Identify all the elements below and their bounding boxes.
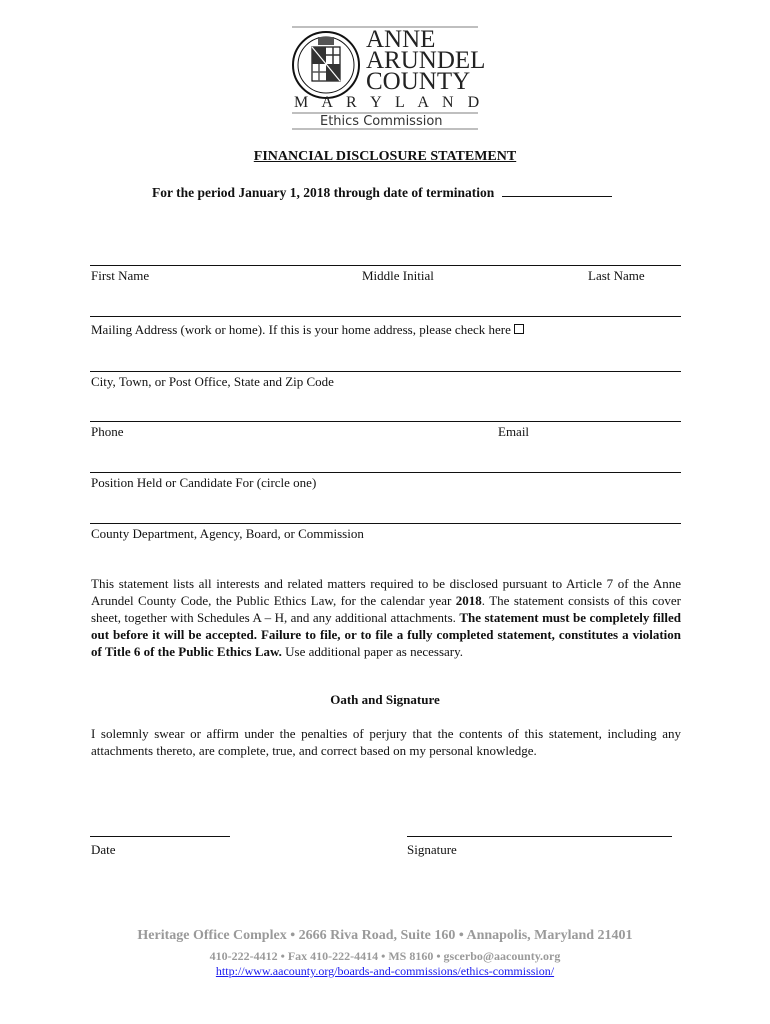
statement-text-3: Use additional paper as necessary. [281, 644, 464, 659]
position-label: Position Held or Candidate For (circle one) [91, 475, 317, 490]
termination-date-field[interactable] [502, 184, 612, 197]
city-line[interactable] [90, 371, 681, 372]
period-line [152, 184, 612, 201]
mailing-address-line[interactable] [90, 316, 681, 317]
statement-text-2: . The statement consists of this cover sheet, together with Schedules A – H, and any additional attachments. [91, 593, 681, 625]
name-line[interactable] [90, 265, 681, 266]
position-line[interactable] [90, 472, 681, 473]
logo-line-arundel: ARUNDEL [366, 47, 486, 74]
mailing-address-text: Mailing Address (work or home). If this is your home address, please check here [91, 322, 511, 337]
statement-text-1: This statement lists all interests and related matters required to be disclosed pursuant to Article 7 of the Anne Arundel County Code, the Public Ethics Law, for the calendar year [91, 576, 681, 608]
statement-warning: The statement must be completely filled out before it will be accepted. Failure to file, or to file a fully completed statement, constitutes a violation of Title 6 of the Public Ethics Law. [91, 610, 681, 659]
first-name-label: First Name [91, 268, 150, 283]
date-label: Date [91, 842, 116, 857]
signature-line[interactable] [407, 836, 672, 837]
oath-heading: Oath and Signature [330, 692, 440, 707]
home-address-checkbox[interactable] [514, 324, 524, 334]
form-title: FINANCIAL DISCLOSURE STATEMENT [253, 149, 517, 164]
oath-paragraph: I solemnly swear or affirm under the penalties of perjury that the contents of this statement, including any attachments thereto, are complete, true, and correct based on my personal knowledge. [91, 726, 681, 758]
city-label: City, Town, or Post Office, State and Zip Code [91, 374, 334, 389]
department-line[interactable] [90, 523, 681, 524]
phone-email-line[interactable] [90, 421, 681, 422]
date-line[interactable] [90, 836, 230, 837]
county-logo [290, 25, 486, 135]
signature-label: Signature [407, 842, 457, 857]
footer-contacts: 410-222-4412 • Fax 410-222-4414 • MS 8160 • gscerbo@aacounty.org [209, 949, 561, 963]
email-label: Email [498, 424, 530, 439]
logo-line-anne: ANNE [366, 26, 436, 53]
mailing-address-label [91, 322, 524, 338]
last-name-label: Last Name [588, 268, 645, 283]
footer-address: Heritage Office Complex • 2666 Riva Road, Suite 160 • Annapolis, Maryland 21401 [137, 928, 633, 943]
logo-line-county: COUNTY [366, 68, 471, 95]
logo-commission: Ethics Commission [320, 114, 443, 129]
statement-year: 2018 [455, 593, 482, 608]
middle-initial-label: Middle Initial [362, 268, 434, 283]
ethics-commission-link[interactable]: http://www.aacounty.org/boards-and-commissions/ethics-commission/ [215, 964, 555, 978]
department-label: County Department, Agency, Board, or Commission [91, 526, 364, 541]
statement-paragraph [91, 575, 681, 660]
period-text: For the period January 1, 2018 through date of termination [152, 185, 495, 200]
logo-state: M A R Y L A N D [294, 94, 485, 111]
footer-url-wrap [0, 964, 770, 979]
phone-label: Phone [91, 424, 124, 439]
